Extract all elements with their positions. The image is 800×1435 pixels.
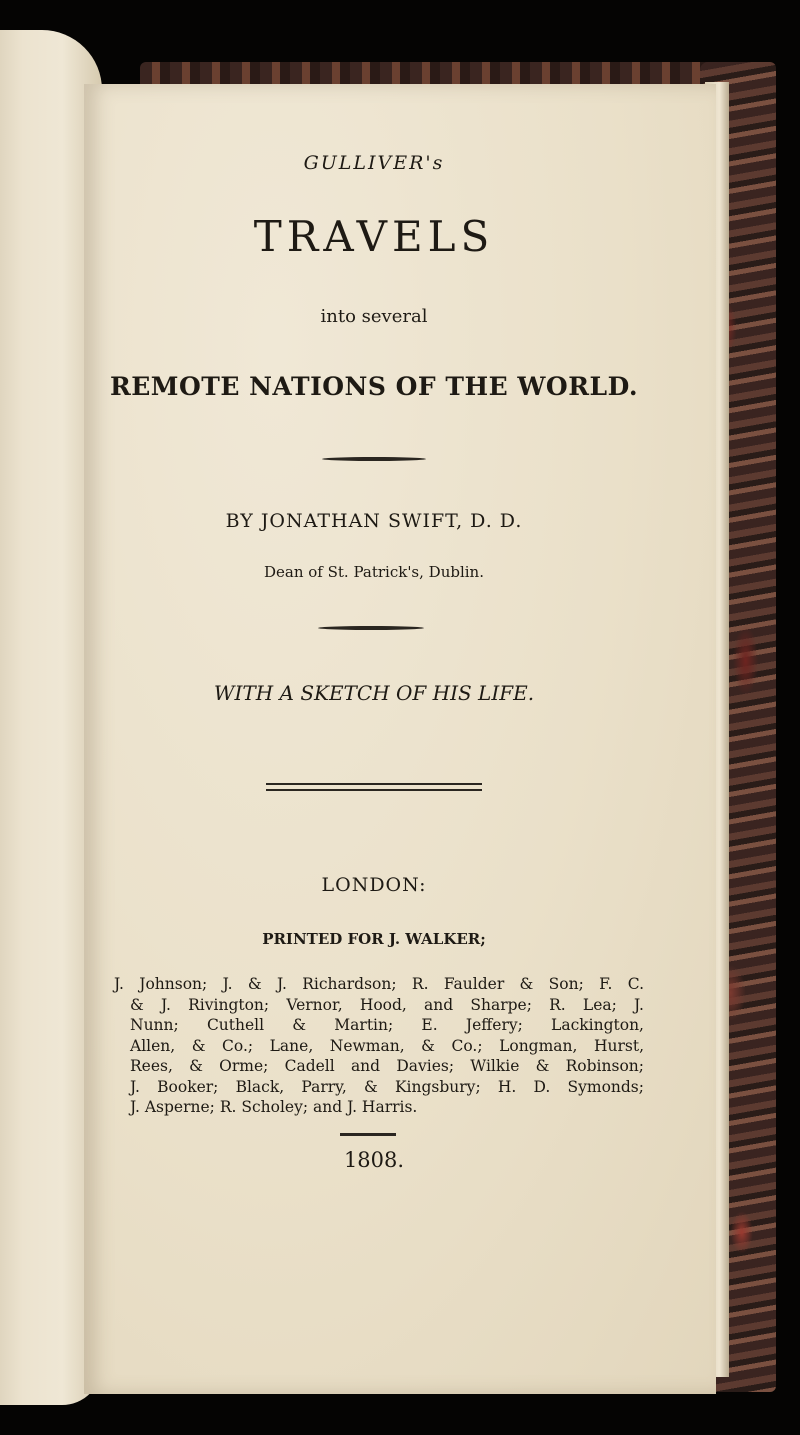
subtitle: REMOTE NATIONS OF THE WORLD. [109,372,639,401]
title-connector: into several [320,306,428,327]
booksellers-line: J. Booker; Black, Parry, & Kingsbury; H. D. Symonds; [130,1077,644,1096]
short-rule [340,1133,396,1136]
booksellers-line: & J. Rivington; Vernor, Hood, and Sharpe; R. Lea; J. [130,995,644,1014]
booksellers-line: Nunn; Cuthell & Martin; E. Jeffery; Lackington, [130,1016,644,1034]
booksellers-line: Rees, & Orme; Cadell and Davies; Wilkie & Robinson; [130,1057,644,1075]
printed-for: PRINTED FOR J. WALKER; [262,930,486,948]
booksellers-line: J. Asperne; R. Scholey; and J. Harris. [130,1098,418,1116]
publication-year: 1808. [343,1148,405,1172]
double-rule [266,789,482,791]
ornament-divider [322,457,426,461]
booksellers-line: J. Johnson; J. & J. Richardson; R. Faulder & Son; F. C. [114,975,644,993]
pre-title: GULLIVER's [303,152,445,174]
title-page [84,84,716,1394]
imprint-place: LONDON: [321,874,427,896]
ornament-divider [318,626,424,630]
double-rule [266,783,482,785]
book-title: TRAVELS [253,212,495,261]
author-line: BY JONATHAN SWIFT, D. D. [225,510,523,532]
booksellers-list [114,974,644,1118]
sketch-line: WITH A SKETCH OF HIS LIFE. [213,681,535,705]
author-role: Dean of St. Patrick's, Dublin. [264,563,484,581]
booksellers-line: Allen, & Co.; Lane, Newman, & Co.; Longman, Hurst, [130,1036,644,1055]
